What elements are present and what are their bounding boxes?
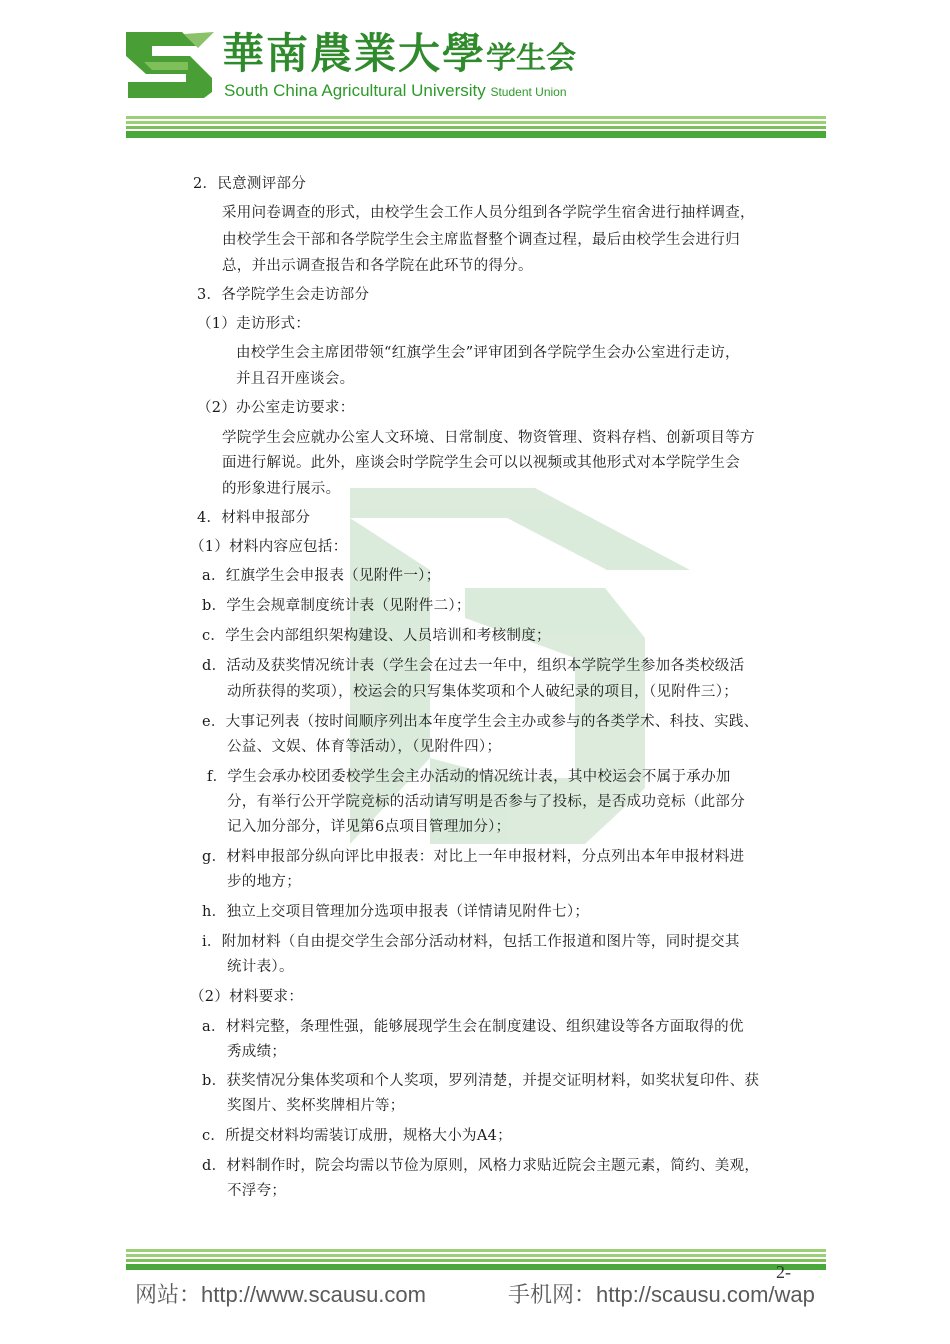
paragraph-line: 面进行解说。此外，座谈会时学院学生会可以以视频或其他形式对本学院学生会 bbox=[222, 455, 740, 471]
list-item: a．红旗学生会申报表（见附件一）； bbox=[202, 568, 441, 584]
list-item: e．大事记列表（按时间顺序列出本年度学生会主办或参与的各类学术、科技、实践、 bbox=[202, 714, 759, 730]
section-heading: 3．各学院学生会走访部分 bbox=[197, 287, 370, 303]
paragraph-line: 的形象进行展示。 bbox=[222, 481, 341, 497]
subsection-heading: （2）材料要求： bbox=[190, 989, 304, 1005]
list-item-continuation: 统计表）。 bbox=[227, 959, 294, 975]
list-item: a．材料完整，条理性强，能够展现学生会在制度建设、组织建设等各方面取得的优 bbox=[202, 1019, 744, 1035]
university-name-chinese: 華南農業大學学生会 bbox=[222, 29, 577, 78]
list-item: b．学生会规章制度统计表（见附件二）； bbox=[202, 598, 471, 614]
list-item: i．附加材料（自由提交学生会部分活动材料，包括工作报道和图片等，同时提交其 bbox=[202, 934, 740, 950]
university-name-english: South China Agricultural University Student Union bbox=[224, 81, 567, 100]
paragraph-line: 由校学生会主席团带领“红旗学生会”评审团到各学院学生会办公室进行走访， bbox=[236, 345, 740, 361]
list-item-continuation: 记入加分部分，详见第6点项目管理加分）； bbox=[227, 819, 511, 835]
list-item: d．活动及获奖情况统计表（学生会在过去一年中，组织本学院学生参加各类校级活 bbox=[202, 658, 745, 674]
list-item-continuation: 动所获得的奖项），校运会的只写集体奖项和个人破纪录的项目，（见附件三）； bbox=[227, 684, 739, 700]
subsection-heading: （1）材料内容应包括： bbox=[190, 539, 348, 555]
subsection-heading: （1）走访形式： bbox=[197, 316, 311, 332]
subsection-heading: （2）办公室走访要求： bbox=[197, 400, 355, 416]
list-item-continuation: 奖图片、奖杯奖牌相片等； bbox=[227, 1098, 405, 1114]
list-item-continuation: 不浮夸； bbox=[227, 1183, 287, 1199]
footer-website-link[interactable]: 网站：http://www.scausu.com bbox=[135, 1282, 426, 1307]
list-item: b．获奖情况分集体奖项和个人奖项，罗列清楚，并提交证明材料，如奖状复印件、获 bbox=[202, 1073, 760, 1089]
section-heading: 4．材料申报部分 bbox=[197, 510, 311, 526]
list-item: h．独立上交项目管理加分选项申报表（详情请见附件七）； bbox=[202, 904, 590, 920]
list-item: f．学生会承办校团委校学生会主办活动的情况统计表，其中校运会不属于承办加 bbox=[207, 769, 731, 785]
paragraph-line: 总，并出示调查报告和各学院在此环节的得分。 bbox=[222, 258, 533, 274]
list-item: c．学生会内部组织架构建设、人员培训和考核制度； bbox=[202, 628, 551, 644]
paragraph-line: 采用问卷调查的形式，由校学生会工作人员分组到各学院学生宿舍进行抽样调查， bbox=[222, 205, 755, 221]
footer-mobile-link[interactable]: 手机网：http://scausu.com/wap bbox=[508, 1282, 815, 1307]
list-item-continuation: 秀成绩； bbox=[227, 1044, 287, 1060]
list-item: c．所提交材料均需装订成册，规格大小为A4； bbox=[202, 1128, 512, 1144]
paragraph-line: 学院学生会应就办公室人文环境、日常制度、物资管理、资料存档、创新项目等方 bbox=[222, 430, 755, 446]
list-item-continuation: 公益、文娱、体育等活动），（见附件四）； bbox=[227, 739, 502, 755]
student-union-logo-mark bbox=[124, 26, 216, 100]
list-item-continuation: 分，有举行公开学院竞标的活动请写明是否参与了投标，是否成功竞标（此部分 bbox=[227, 794, 745, 810]
list-item: d．材料制作时，院会均需以节俭为原则，风格力求贴近院会主题元素，简约、美观， bbox=[202, 1158, 760, 1174]
page-number: 2- bbox=[776, 1262, 791, 1282]
section-heading: 2．民意测评部分 bbox=[193, 176, 307, 192]
list-item-continuation: 步的地方； bbox=[227, 874, 301, 890]
paragraph-line: 并且召开座谈会。 bbox=[236, 371, 355, 387]
list-item: g．材料申报部分纵向评比申报表：对比上一年申报材料，分点列出本年申报材料进 bbox=[202, 849, 745, 865]
paragraph-line: 由校学生会干部和各学院学生会主席监督整个调查过程，最后由校学生会进行归 bbox=[222, 232, 740, 248]
